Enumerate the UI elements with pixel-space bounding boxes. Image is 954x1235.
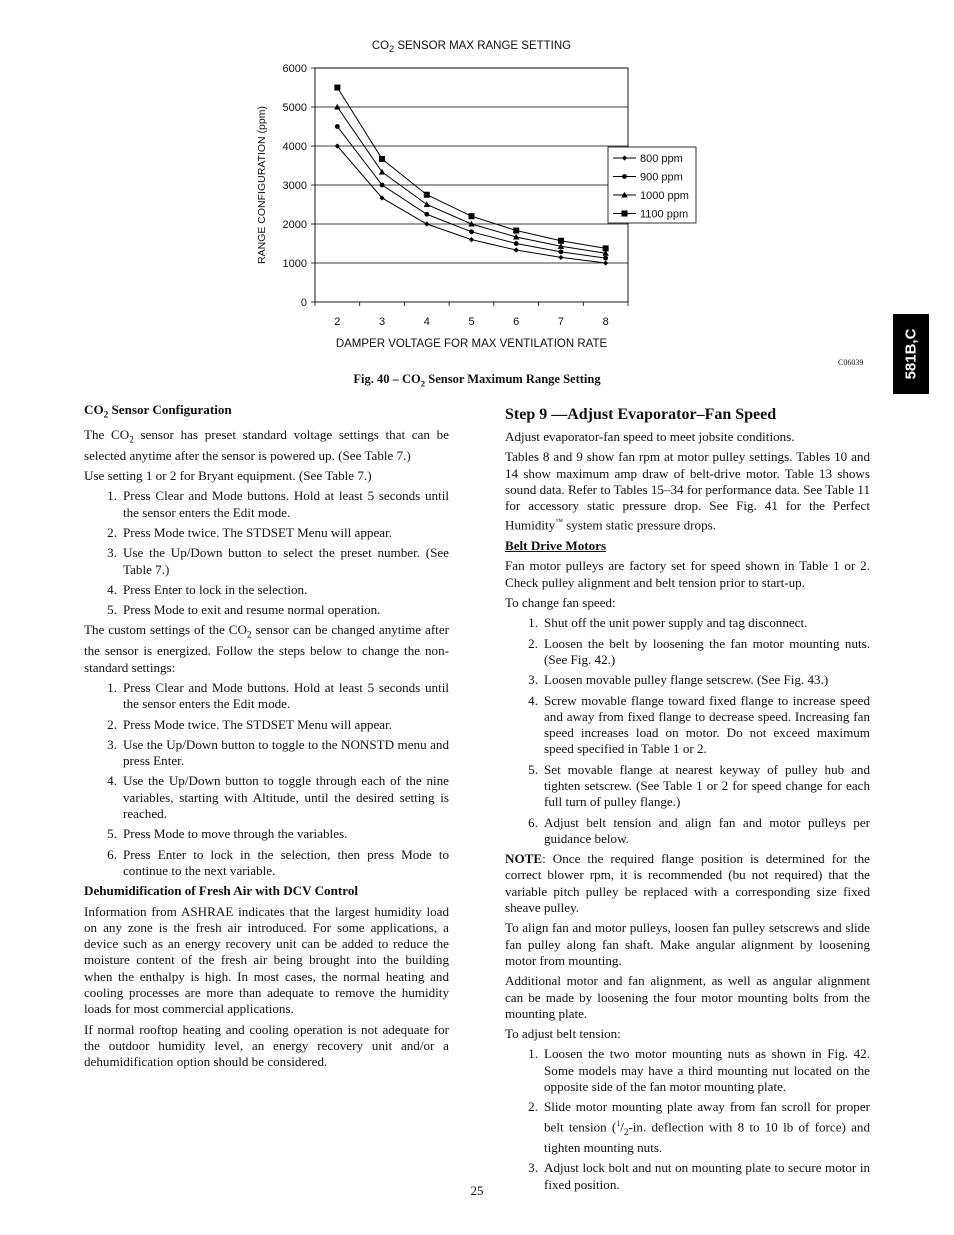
list-item (84, 847, 449, 880)
heading-co: CO (84, 402, 104, 417)
list-number: 1. (107, 488, 117, 504)
x-axis-label: DAMPER VOLTAGE FOR MAX VENTILATION RATE (335, 338, 608, 350)
numbered-list (505, 615, 870, 847)
paragraph (505, 449, 870, 534)
x-tick-label: 7 (557, 316, 564, 328)
data-point (380, 183, 385, 188)
list-text (544, 1099, 870, 1156)
paragraph: Adjust evaporator-fan speed to meet jobsite conditions. (505, 429, 795, 444)
text-sub: 2 (247, 630, 252, 641)
list-number: 1. (107, 679, 117, 695)
legend-label: 1000 ppm (640, 190, 689, 202)
data-point (559, 249, 564, 254)
data-point (558, 255, 563, 260)
text: -in. deflection with 8 to 10 lb of force) and tighten mounting nuts. (544, 1119, 870, 1155)
y-tick-label: 6000 (282, 63, 307, 75)
list-text: Loosen movable pulley flange setscrew. (See Fig. 43.) (544, 672, 829, 688)
list-text: Adjust belt tension and align fan and motor pulleys per guidance below. (544, 814, 870, 846)
list-text: Loosen the two motor mounting nuts as shown in Fig. 42. Some models may have a third mounting nut located on the opposite side of the fan motor mounting plate. (544, 1046, 870, 1095)
list-text: Use the Up/Down button to select the preset number. (See Table 7.) (123, 545, 449, 577)
list-item (84, 602, 449, 618)
data-point (603, 256, 608, 261)
legend-label: 800 ppm (640, 153, 683, 165)
list-text: Adjust lock bolt and nut on mounting plate to secure motor in fixed position. (544, 1160, 870, 1192)
list-text: Press Enter to lock in the selection. (123, 581, 308, 597)
text: Slide motor mounting plate away from fan scroll for proper belt tension ( (544, 1099, 870, 1134)
list-text: Press Mode twice. The STDSET Menu will appear. (123, 716, 392, 732)
list-item (84, 773, 449, 822)
caption-dash: – (392, 372, 399, 386)
paragraph: Information from ASHRAE indicates that the largest humidity load on any zone is the fresh air introduced. For some applications, a device such as an energy recovery unit can be added to reduce the moisture content of the fresh air being brought into the building when the enthalpy is high. In most cases, the normal heating and cooling processes are more than adequate to remove the humidity loads for most commercial applications. (84, 903, 449, 1017)
list-text: Use the Up/Down button to toggle through each of the nine variables, starting with Altitude, until the desired setting is reached. (123, 773, 449, 822)
list-text: Press Clear and Mode buttons. Hold at least 5 seconds until the sensor enters the Edit mode. (123, 679, 449, 712)
note-paragraph (505, 851, 870, 916)
list-item (505, 1099, 870, 1156)
y-tick-label: 4000 (282, 141, 307, 153)
x-tick-label: 6 (513, 316, 520, 328)
list-item (505, 1046, 870, 1095)
series-line-800-ppm (337, 146, 605, 263)
list-item (505, 762, 870, 811)
list-item (84, 680, 449, 713)
y-tick-label: 5000 (282, 102, 307, 114)
list-text: Press Mode to move through the variables. (123, 826, 348, 842)
list-number: 2. (107, 525, 117, 540)
paragraph: Use setting 1 or 2 for Bryant equipment. (See Table 7.) (84, 468, 372, 484)
chart-svg (240, 30, 720, 360)
list-number: 1. (528, 1046, 538, 1062)
caption-co: CO (402, 372, 421, 386)
y-tick-label: 2000 (282, 219, 307, 231)
paragraph: To align fan and motor pulleys, loosen fan pulley setscrews and slide fan pulley along fan shaft. Make angular alignment by loosening motor from mounting. (505, 920, 870, 968)
figure-caption (0, 372, 954, 389)
list-text: Use the Up/Down button to toggle to the NONSTD menu and press Enter. (123, 736, 449, 769)
list-text: Press Clear and Mode buttons. Hold at least 5 seconds until the sensor enters the Edit mode. (123, 488, 449, 520)
chart (240, 30, 720, 360)
paragraph: To change fan speed: (505, 595, 616, 611)
list-number: 3. (528, 1160, 538, 1176)
list-text: Press Mode twice. The STDSET Menu will appear. (123, 525, 392, 540)
list-number: 4. (107, 773, 117, 789)
paragraph: To adjust belt tension: (505, 1026, 621, 1042)
list-item (84, 826, 449, 842)
subheading-belt-drive: Belt Drive Motors (505, 538, 607, 554)
legend-label: 1100 ppm (640, 208, 689, 221)
list-text: Press Enter to lock in the selection, then press Mode to continue to the next variable. (123, 846, 449, 878)
list-number: 5. (528, 761, 538, 777)
data-point (469, 213, 475, 219)
fraction-num: 1 (616, 1118, 621, 1128)
note-text: : Once the required flange position is determined for the correct blower rpm, it is recommended (bu not required) that the variable pitch pulley be replaced with a corresponding size fixed sheave pulley. (505, 851, 870, 916)
list-text: Screw movable flange toward fixed flange to increase speed and away from fixed flange to decrease speed. Increasing fan speed increases load on motor. Do not exceed maximum speed specified in Table 1 or 2. (544, 692, 870, 757)
x-tick-label: 5 (468, 316, 475, 328)
list-item (84, 582, 449, 598)
data-point (379, 169, 385, 175)
paragraph (84, 622, 449, 676)
list-item (84, 717, 449, 733)
numbered-list (505, 1046, 870, 1192)
y-axis-label: RANGE CONFIGURATION (ppm) (256, 106, 268, 264)
paragraph (84, 427, 449, 464)
paragraph: Additional motor and fan alignment, as well as angular alignment can be made by loosening the four motor mounting bolts from the mounting plate. (505, 973, 870, 1021)
list-number: 2. (528, 635, 538, 651)
text: Tables 8 and 9 show fan rpm at motor pulley settings. Tables 10 and 14 show maximum amp draw of belt-drive motor. Table 13 shows sound data. Refer to Tables 15–34 for performance data. See Table 11 for accessory static pressure drop. See Fig. 41 for the Perfect Humidity (505, 449, 870, 533)
list-number: 1. (528, 615, 538, 631)
data-point (603, 245, 609, 251)
fraction-slash: / (620, 1119, 624, 1134)
section-heading-dehumidification: Dehumidification of Fresh Air with DCV Control (84, 883, 359, 899)
data-point (469, 229, 474, 234)
chart-title: $CO_2$ SENSOR MAX RANGE SETTING (371, 40, 572, 54)
list-number: 3. (528, 672, 538, 688)
list-number: 3. (107, 736, 117, 752)
data-point (514, 241, 519, 246)
list-text: Press Mode to exit and resume normal operation. (123, 602, 381, 618)
list-text: Set movable flange at nearest keyway of pulley hub and tighten setscrew. (See Table 1 or 2 for speed change for each full turn of pulley flange.) (544, 761, 870, 810)
data-point (424, 221, 429, 226)
side-tab-label: 581B,C (902, 328, 920, 380)
text: The CO (84, 426, 130, 442)
list-number: 4. (528, 692, 538, 708)
caption-rest: Sensor Maximum Range Setting (425, 372, 601, 386)
text: system static pressure drops. (562, 517, 717, 533)
data-point (558, 238, 564, 244)
data-point (514, 247, 519, 252)
data-point (513, 228, 519, 234)
x-tick-label: 4 (423, 316, 430, 328)
list-item (84, 737, 449, 770)
list-item (505, 815, 870, 848)
list-number: 6. (107, 846, 117, 862)
list-item (84, 488, 449, 521)
data-point (334, 85, 340, 91)
text: sensor can be changed anytime after the sensor is energized. Follow the steps below to change the non-standard settings: (84, 622, 449, 675)
legend-marker (622, 211, 628, 217)
trademark: ™ (555, 517, 563, 527)
side-tab (893, 314, 929, 394)
legend-marker (622, 174, 627, 179)
section-heading-co2-config (84, 402, 449, 423)
list-text: Loosen the belt by loosening the fan motor mounting nuts. (See Fig. 42.) (544, 635, 870, 667)
data-point (379, 156, 385, 162)
text: sensor has preset standard voltage settings that can be selected anytime after the sensor is powered up. (See Table 7.) (84, 426, 449, 463)
list-number: 5. (107, 826, 117, 842)
y-tick-label: 3000 (282, 180, 307, 192)
y-tick-label: 1000 (282, 258, 307, 270)
heading-rest: Sensor Configuration (108, 402, 232, 417)
x-tick-label: 8 (602, 316, 609, 328)
x-tick-label: 3 (379, 316, 386, 328)
list-number: 2. (528, 1099, 538, 1115)
list-number: 3. (107, 545, 117, 561)
paragraph: Fan motor pulleys are factory set for speed shown in Table 1 or 2. Check pulley alignment and belt tension prior to start-up. (505, 558, 870, 590)
list-item (84, 545, 449, 578)
legend-label: 900 ppm (640, 171, 683, 184)
right-column (505, 402, 870, 1197)
list-number: 5. (107, 602, 117, 618)
caption-sub: 2 (420, 378, 426, 389)
text-sub: 2 (129, 434, 134, 445)
list-item (505, 672, 870, 688)
list-item (84, 525, 449, 541)
list-number: 2. (107, 716, 117, 732)
list-item (505, 636, 870, 669)
list-number: 6. (528, 814, 538, 830)
figure-code: C06039 (838, 358, 864, 367)
data-point (335, 124, 340, 129)
data-point (424, 212, 429, 217)
data-point (603, 260, 608, 265)
left-column (84, 402, 449, 1075)
data-point (424, 192, 430, 198)
numbered-list (84, 680, 449, 879)
paragraph: If normal rooftop heating and cooling operation is not adequate for the outdoor humidity level, an energy recovery unit and/or a dehumidification option should be considered. (84, 1021, 449, 1070)
y-tick-label: 0 (300, 297, 307, 309)
note-label: NOTE (505, 851, 543, 867)
heading-sub: 2 (103, 409, 109, 420)
numbered-list (84, 488, 449, 618)
list-text: Shut off the unit power supply and tag disconnect. (544, 615, 808, 631)
fraction-den: 2 (623, 1126, 629, 1137)
figure-number: Fig. 40 (353, 372, 390, 386)
data-point (469, 237, 474, 242)
list-item (505, 615, 870, 631)
x-tick-label: 2 (334, 316, 341, 328)
data-point (424, 201, 430, 207)
step-heading: Step 9 —Adjust Evaporator–Fan Speed (505, 406, 777, 423)
page-number: 25 (470, 1183, 484, 1198)
list-item (505, 693, 870, 758)
text: The custom settings of the CO (84, 622, 247, 638)
list-number: 4. (107, 581, 117, 597)
